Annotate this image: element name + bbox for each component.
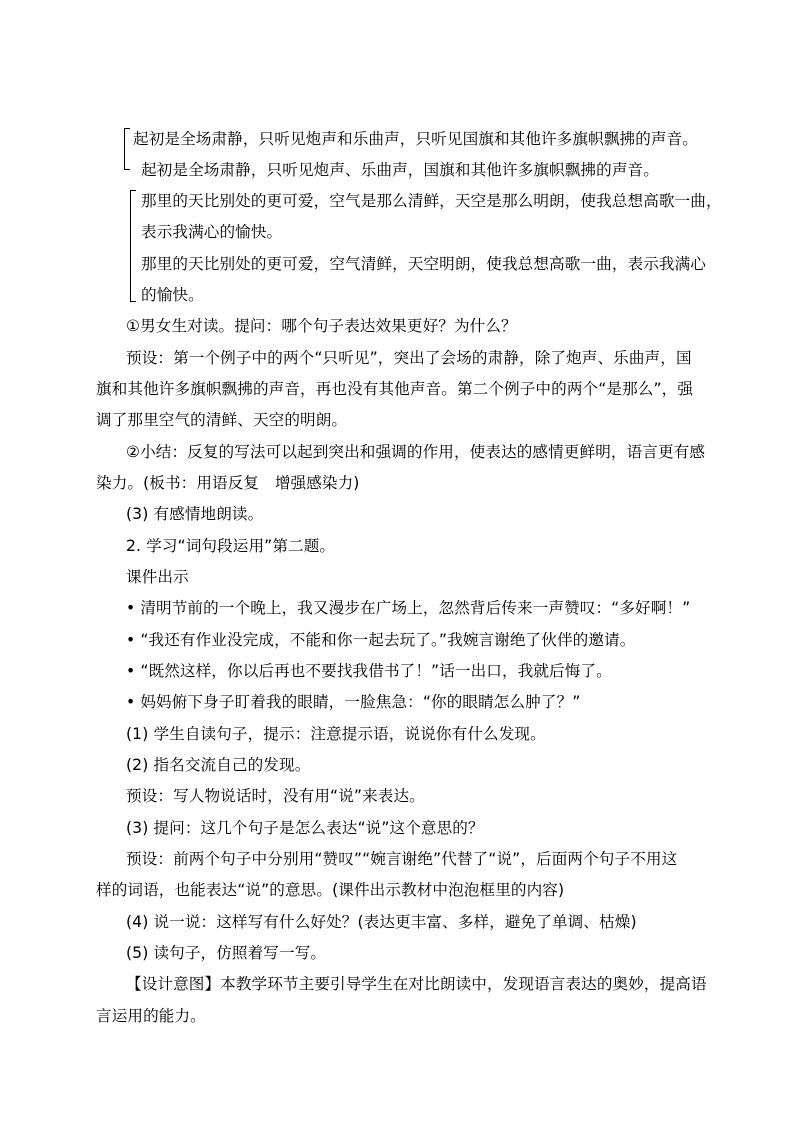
brace-2 <box>130 190 131 302</box>
step-question-preset-b: 样的词语，也能表达“说”的意思。(课件出示教材中泡泡框里的内容) <box>96 881 565 899</box>
bullet-sentence-4: • 妈妈俯下身子盯着我的眼睛，一脸焦急：“你的眼睛怎么肿了？” <box>126 693 581 711</box>
brace-1-top <box>124 128 130 129</box>
brace-1 <box>124 128 125 170</box>
brace-2-top <box>130 190 136 191</box>
brace-1-bottom <box>124 169 130 170</box>
paragraph-summary-b: 染力。(板书：用语反复 增强感染力) <box>96 474 360 492</box>
compare1-line1: 起初是全场肃静，只听见炮声和乐曲声，只听见国旗和其他许多旗帜飘拂的声音。 <box>133 130 698 148</box>
bullet-sentence-2: • “我还有作业没完成，不能和你一起去玩了。”我婉言谢绝了伙伴的邀请。 <box>126 631 636 649</box>
compare2-line1: 那里的天比别处的更可爱，空气是那么清鲜，天空是那么明朗，使我总想高歌一曲， <box>141 192 722 210</box>
paragraph-read-aloud: ①男女生对读。提问：哪个句子表达效果更好？为什么？ <box>126 317 517 335</box>
compare2-line2: 表示我满心的愉快。 <box>141 223 283 241</box>
bullet-sentence-1: • 清明节前的一个晚上，我又漫步在广场上，忽然背后传来一声赞叹：“多好啊！” <box>126 599 691 617</box>
compare1-line2: 起初是全场肃静，只听见炮声、乐曲声，国旗和其他许多旗帜飘拂的声音。 <box>141 161 659 179</box>
paragraph-preset-1a: 预设：第一个例子中的两个“只听见”，突出了会场的肃静，除了炮声、乐曲声，国 <box>126 349 692 367</box>
compare2-line3: 那里的天比别处的更可爱，空气清鲜，天空明朗，使我总想高歌一曲，表示我满心 <box>141 255 706 273</box>
courseware-label: 课件出示 <box>126 568 189 586</box>
design-intent-b: 言运用的能力。 <box>96 1007 206 1025</box>
step-share: (2) 指名交流自己的发现。 <box>126 756 311 774</box>
step-self-read: (1) 学生自读句子，提示：注意提示语，说说你有什么发现。 <box>126 725 546 743</box>
section-heading-2: 2. 学习“词句段运用”第二题。 <box>126 537 336 555</box>
brace-2-bottom <box>130 301 136 302</box>
paragraph-emotional-reading: (3) 有感情地朗读。 <box>126 505 264 523</box>
step-question: (3) 提问：这几个句子是怎么表达“说”这个意思的？ <box>126 819 484 837</box>
step-question-preset-a: 预设：前两个句子中分别用“赞叹”“婉言谢绝”代替了“说”，后面两个句子不用这 <box>126 850 678 868</box>
step-share-preset: 预设：写人物说话时，没有用“说”来表达。 <box>126 787 425 805</box>
paragraph-preset-1b: 旗和其他许多旗帜飘拂的声音，再也没有其他声音。第二个例子中的两个“是那么”，强 <box>96 380 694 398</box>
design-intent-a: 【设计意图】本教学环节主要引导学生在对比朗读中，发现语言表达的奥妙，提高语 <box>126 975 707 993</box>
compare2-line4: 的愉快。 <box>141 286 204 304</box>
bullet-sentence-3: • “既然这样，你以后再也不要找我借书了！”话一出口，我就后悔了。 <box>126 662 612 680</box>
step-benefits: (4) 说一说：这样写有什么好处？(表达更丰富、多样，避免了单调、枯燥) <box>126 913 637 931</box>
step-imitate: (5) 读句子，仿照着写一写。 <box>126 944 327 962</box>
paragraph-summary-a: ②小结：反复的写法可以起到突出和强调的作用，使表达的感情更鲜明，语言更有感 <box>126 443 706 461</box>
paragraph-preset-1c: 调了那里空气的清鲜、天空的明朗。 <box>96 411 348 429</box>
